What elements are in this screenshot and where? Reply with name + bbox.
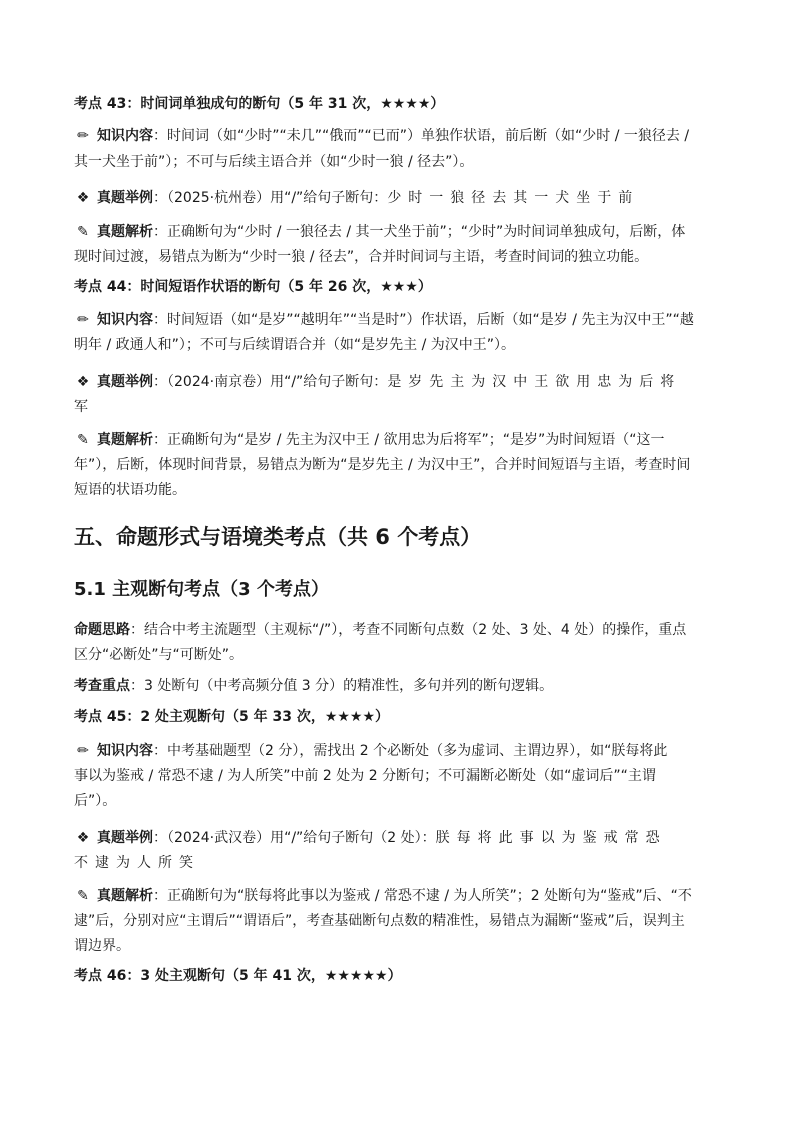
example-prefix: ：（2025·杭州卷）用“/”给句子断句： xyxy=(153,190,388,206)
pencil-slant-icon: ✎ xyxy=(77,432,89,448)
k44-knowledge xyxy=(74,308,734,333)
knowledge-label: 知识内容 xyxy=(97,743,153,759)
focus-label: 考查重点 xyxy=(74,678,130,694)
k43-knowledge-line2: 其一犬坐于前”）；不可与后续主语合并（如“少时一狼 / 径去”）。 xyxy=(74,154,474,170)
diamond-bullet-icon: ❖ xyxy=(76,374,90,390)
pencil-icon: ✏ xyxy=(77,743,89,759)
k45-knowledge-line3: 后”）。 xyxy=(74,793,117,809)
k43-analysis xyxy=(74,220,734,245)
section-title: 五、命题形式与语境类考点（共 6 个考点） xyxy=(74,525,482,549)
k45-knowledge xyxy=(74,739,734,764)
analysis-label: 真题解析 xyxy=(97,224,153,240)
example-sentence: 是岁先主为汉中王欲用忠为后将 xyxy=(387,374,682,390)
pencil-icon: ✏ xyxy=(77,128,89,144)
knowledge-text-line1: ：时间词（如“少时”“未几”“俄而”“已而”）单独作状语，前后断（如“少时 / 一狼径去 / xyxy=(153,128,690,144)
focus-text: ：3 处断句（中考高频分值 3 分）的精准性，多句并列的断句逻辑。 xyxy=(130,678,554,694)
pencil-icon: ✏ xyxy=(77,312,89,328)
idea-text-line1: ：结合中考主流题型（主观标“/”），考查不同断句点数（2 处、3 处、4 处）的操作，重点 xyxy=(130,622,687,638)
knowledge-label: 知识内容 xyxy=(97,312,153,328)
analysis-text-line1: ：正确断句为“朕每将此事以为鉴戒 / 常恐不逮 / 为人所笑”；2 处断句为“鉴戒”后、“不 xyxy=(153,888,692,904)
diamond-bullet-icon: ❖ xyxy=(76,830,90,846)
k45-example xyxy=(74,826,734,851)
k44-analysis xyxy=(74,428,734,453)
k45-analysis xyxy=(74,884,734,909)
k43-heading: 考点 43：时间词单独成句的断句（5 年 31 次，★★★★） xyxy=(74,96,445,112)
example-label: 真题举例 xyxy=(97,374,153,390)
k44-analysis-line2: 年”），后断，体现时间背景，易错点为断为“是岁先主 / 为汉中王”，合并时间短语与主语，考查时间 xyxy=(74,457,691,473)
subsection-title: 5.1 主观断句考点（3 个考点） xyxy=(74,579,329,600)
analysis-label: 真题解析 xyxy=(97,888,153,904)
k43-knowledge xyxy=(74,124,734,149)
k43-example xyxy=(74,186,734,211)
k44-knowledge-line2: 明年 / 政通人和”）；不可与后续谓语合并（如“是岁先主 / 为汉中王”）。 xyxy=(74,337,515,353)
idea-label: 命题思路 xyxy=(74,622,130,638)
knowledge-label: 知识内容 xyxy=(97,128,153,144)
example-prefix: ：（2024·武汉卷）用“/”给句子断句（2 处）： xyxy=(153,830,436,846)
k46-heading: 考点 46：3 处主观断句（5 年 41 次，★★★★★） xyxy=(74,968,402,984)
k45-analysis-line2: 逮”后，分别对应“主谓后”“谓语后”，考查基础断句点数的精准性，易错点为漏断“鉴戒”后，误判主 xyxy=(74,913,685,929)
knowledge-text-line1: ：中考基础题型（2 分），需找出 2 个必断处（多为虚词、主谓边界），如“朕每将此 xyxy=(153,743,668,759)
analysis-label: 真题解析 xyxy=(97,432,153,448)
proposition-idea-line2: 区分“必断处”与“可断处”。 xyxy=(74,647,244,663)
knowledge-text-line1: ：时间短语（如“是岁”“越明年”“当是时”）作状语，后断（如“是岁 / 先主为汉中王”“越 xyxy=(153,312,694,328)
analysis-text-line1: ：正确断句为“少时 / 一狼径去 / 其一犬坐于前”；“少时”为时间词单独成句，后断，体 xyxy=(153,224,686,240)
pencil-slant-icon: ✎ xyxy=(77,888,89,904)
k44-example-line2: 军 xyxy=(74,399,88,415)
k45-analysis-line3: 谓边界。 xyxy=(74,938,130,954)
example-label: 真题举例 xyxy=(97,830,153,846)
k45-example-line2: 不逮为人所笑 xyxy=(74,855,200,871)
k44-analysis-line3: 短语的状语功能。 xyxy=(74,482,186,498)
example-label: 真题举例 xyxy=(97,190,153,206)
pencil-slant-icon: ✎ xyxy=(77,224,89,240)
k43-analysis-line2: 现时间过渡，易错点为断为“少时一狼 / 径去”，合并时间词与主语，考查时间词的独立功能。 xyxy=(74,249,649,265)
diamond-bullet-icon: ❖ xyxy=(76,190,90,206)
example-sentence: 少时一狼径去其一犬坐于前 xyxy=(387,190,640,206)
example-prefix: ：（2024·南京卷）用“/”给句子断句： xyxy=(153,374,388,390)
k45-heading: 考点 45：2 处主观断句（5 年 33 次，★★★★） xyxy=(74,709,390,725)
k44-heading: 考点 44：时间短语作状语的断句（5 年 26 次，★★★） xyxy=(74,279,432,295)
example-sentence: 朕每将此事以为鉴戒常恐 xyxy=(435,830,667,846)
proposition-idea xyxy=(74,618,734,643)
exam-focus xyxy=(74,674,734,699)
k44-example xyxy=(74,370,734,395)
analysis-text-line1: ：正确断句为“是岁 / 先主为汉中王 / 欲用忠为后将军”；“是岁”为时间短语（“这一 xyxy=(153,432,665,448)
k45-knowledge-line2: 事以为鉴戒 / 常恐不逮 / 为人所笑”中前 2 处为 2 分断句；不可漏断必断处（如“虚词后”“主谓 xyxy=(74,768,656,784)
